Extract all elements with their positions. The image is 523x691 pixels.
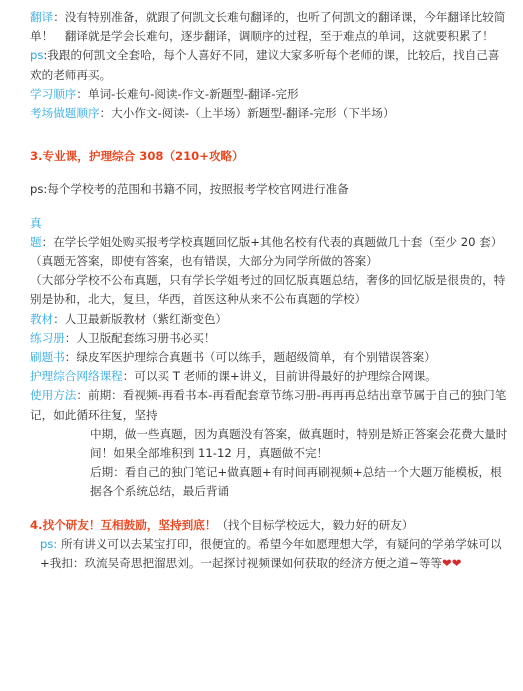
exam-order-label: 考场做题顺序: [30, 106, 100, 121]
method-middle: [30, 425, 511, 463]
section4-ps-text: 所有讲义可以去某宝打印，很便宜的。希望今年如愿理想大学，有疑问的学弟学妹可以+我扣：玖流吴奇思把溜思刘。一起探讨视频课如何获取的经济方便之道~等等: [40, 536, 502, 571]
method-label: 使用方法: [30, 388, 77, 403]
online-course-line: [30, 367, 511, 386]
heart-icon: ❤❤: [442, 556, 462, 571]
section4-ps-paragraph: [30, 535, 511, 573]
method-late-text: 后期：看自己的独门笔记+做真题+有时间再刷视频+总结一个大题万能模板，根据各个系统总结，最后背诵: [90, 465, 502, 499]
workbook-label: 练习册: [30, 330, 65, 345]
method-early: [30, 386, 511, 424]
translation-text: ：没有特别准备，就跟了何凯文长难句翻译的，也听了何凯文的翻译课，今年翻译比较简单！ 翻译就是学会长难句，逐步翻译，调顺序的过程，至于难点的单词，这就要积累了！: [30, 10, 506, 44]
workbook-text: ：人卫版配套练习册书必买！: [64, 330, 216, 345]
workbook-line: [30, 329, 511, 348]
textbook-line: [30, 310, 511, 329]
online-course-label: 护理综合网络课程: [30, 369, 123, 384]
study-order-line: [30, 85, 511, 104]
real-exam-label: 真题: [30, 215, 42, 249]
drill-book-text: ：绿皮军医护理综合真题书（可以练手，题超级简单，有个别错误答案）: [64, 350, 436, 365]
section4-heading: 4.找个研友！互相鼓励，坚持到底！: [30, 517, 217, 532]
section3-ps: ps:每个学校考的范围和书籍不同，按照报考学校官网进行准备: [30, 182, 349, 197]
study-order-text: ：单词-长难句-阅读-作文-新题型-翻译-完形: [76, 86, 299, 101]
section4-heading-line: [30, 516, 511, 535]
exam-order-line: [30, 104, 511, 123]
translation-label: 翻译: [30, 10, 54, 24]
method-early-text: ：前期：看视频-再看书本-再看配套章节练习册-再再再总结出章节属于自己的独门笔记，如此循环往复，坚持: [30, 388, 507, 422]
translation-paragraph: [30, 8, 511, 46]
drill-book-label: 刷题书: [30, 350, 65, 365]
textbook-text: ：人卫最新版教材（紫红渐变色）: [53, 311, 228, 326]
real-exam-note-2: （大部分学校不公布真题，只有学长学姐考过的回忆版真题总结，奢侈的回忆版是很贵的，特别是协和，北大，复旦，华西，首医这种从来不公布真题的学校）: [30, 273, 506, 307]
method-middle-text: 中期，做一些真题，因为真题没有答案，做真题时，特别是矫正答案会花费大量时间！如果全部堆积到 11-12 月，真题做不完！: [90, 426, 508, 461]
section4-ps-label: ps:: [40, 536, 58, 551]
exam-order-text: ：大小作文-阅读-（上半场）新题型-翻译-完形（下半场）: [99, 106, 395, 121]
online-course-text: ：可以买 T 老师的课+讲义，目前讲得最好的护理综合网课。: [122, 369, 437, 384]
study-order-label: 学习顺序: [30, 86, 77, 101]
ps-label: ps: [30, 48, 44, 63]
textbook-label: 教材: [30, 311, 54, 326]
real-exam-note-1: （真题无答案，即使有答案，也有错误，大部分为同学所做的答案）: [30, 254, 378, 269]
ps-text: :我跟的何凯文全套哈，每个人喜好不同，建议大家多听每个老师的课，比较后，找自己喜欢的老师再买。: [30, 48, 500, 82]
ps-paragraph: [30, 46, 511, 84]
drill-book-line: [30, 348, 511, 367]
real-exam-text: ：在学长学姐处购买报考学校真题回忆版+其他名校有代表的真题做几十套（至少 20 套）: [41, 234, 503, 249]
method-late: [30, 463, 511, 501]
section4-subtitle: （找个目标学校远大，毅力好的研友）: [216, 517, 414, 532]
section3-heading: 3.专业课，护理综合 308（210+攻略）: [30, 149, 244, 164]
real-exam-paragraph: [30, 214, 511, 252]
